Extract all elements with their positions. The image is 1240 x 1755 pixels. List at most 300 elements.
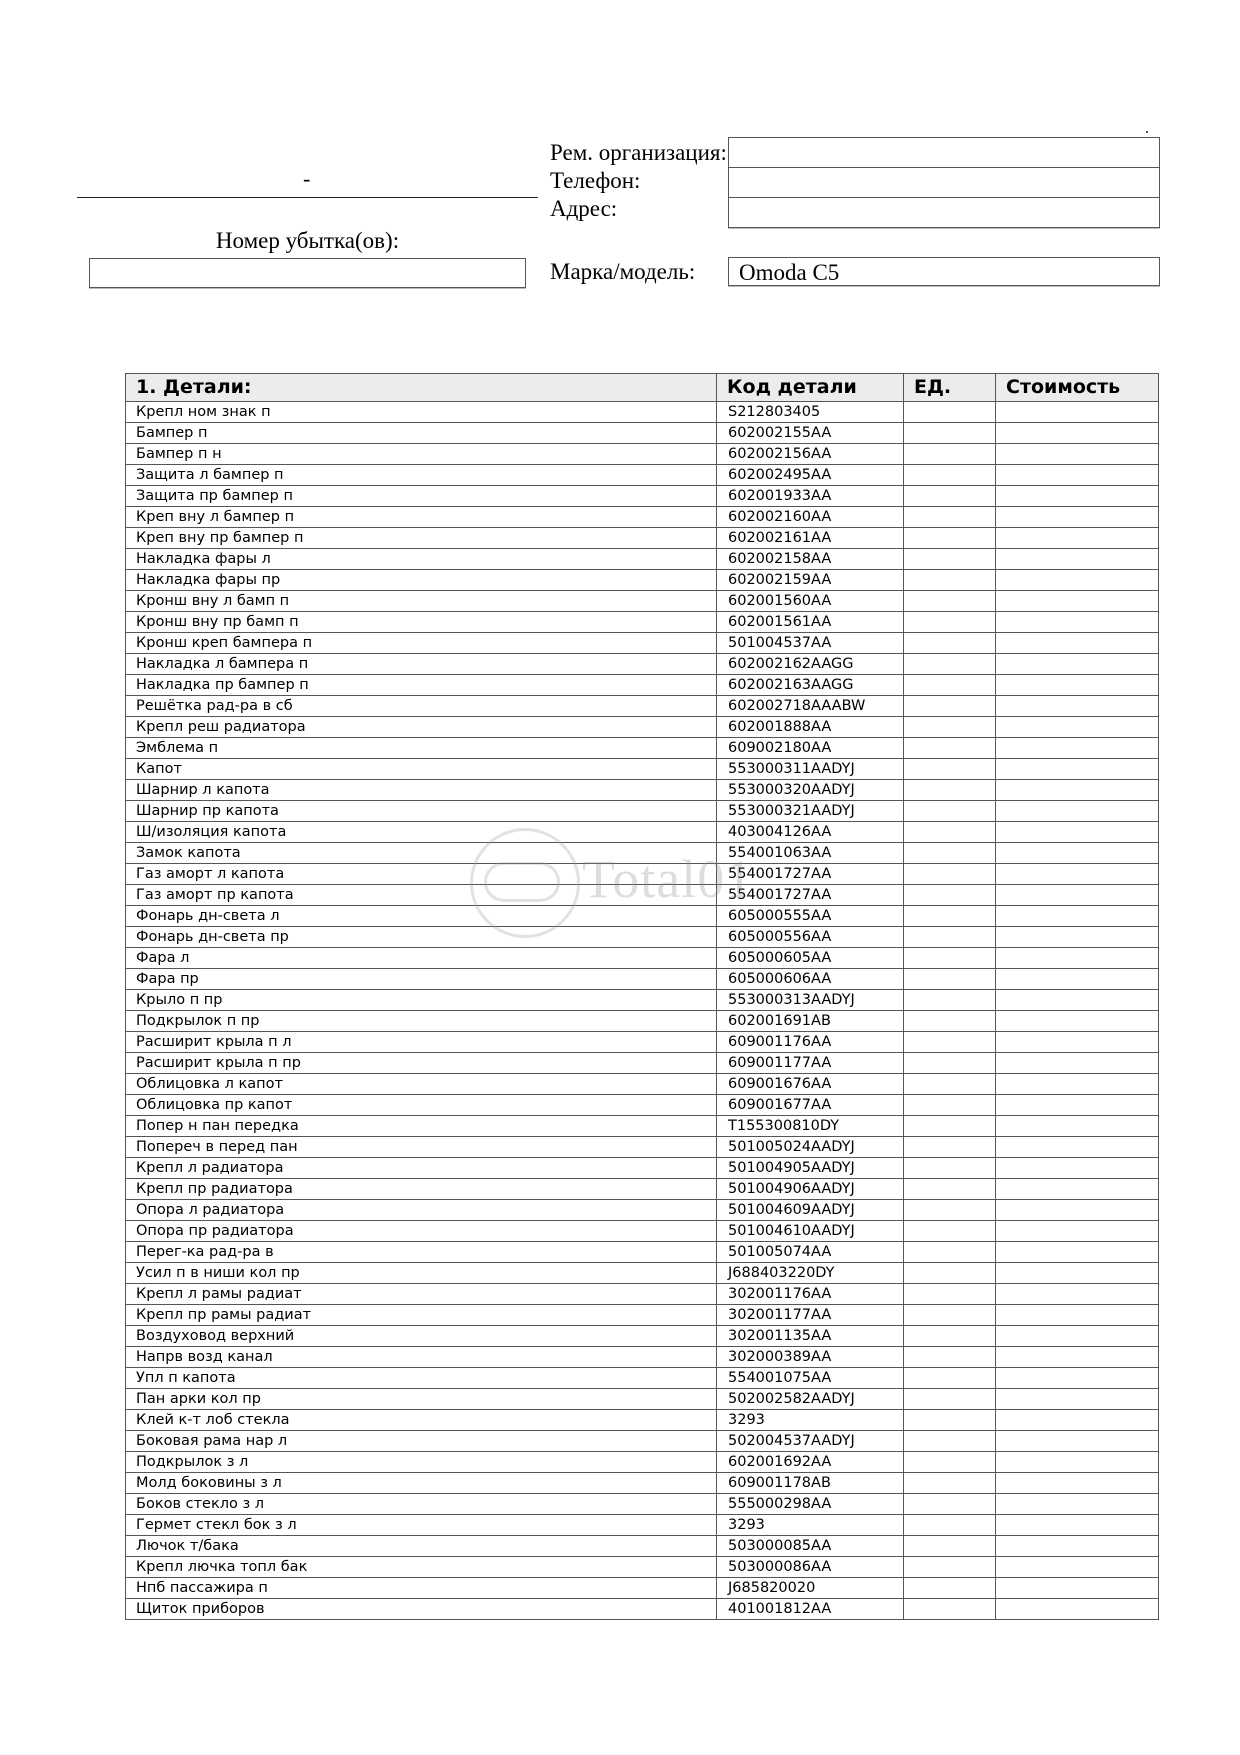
unit-cell[interactable] — [904, 654, 996, 675]
part-code-cell: 602001560AA — [717, 591, 904, 612]
part-code-cell: 602002495AA — [717, 465, 904, 486]
table-row — [126, 465, 1159, 486]
part-name-cell: Напрв возд канал — [126, 1347, 717, 1368]
unit-cell[interactable] — [904, 1221, 996, 1242]
part-name-cell: Ш/изоляция капота — [126, 822, 717, 843]
part-code-cell: 502002582AADYJ — [717, 1389, 904, 1410]
table-row — [126, 843, 1159, 864]
part-code-cell: 602002160AA — [717, 507, 904, 528]
table-row — [126, 1473, 1159, 1494]
cost-cell[interactable] — [996, 1347, 1159, 1368]
part-name-cell: Расширит крыла п пр — [126, 1053, 717, 1074]
cost-cell[interactable] — [996, 822, 1159, 843]
part-name-cell: Решётка рад-ра в сб — [126, 696, 717, 717]
table-row — [126, 1221, 1159, 1242]
table-row — [126, 1200, 1159, 1221]
cost-cell[interactable] — [996, 1137, 1159, 1158]
table-row — [126, 1305, 1159, 1326]
cost-cell[interactable] — [996, 1116, 1159, 1137]
part-code-cell: 501005024AADYJ — [717, 1137, 904, 1158]
cost-cell[interactable] — [996, 1011, 1159, 1032]
table-row — [126, 549, 1159, 570]
table-row — [126, 1557, 1159, 1578]
table-row — [126, 1410, 1159, 1431]
part-code-cell: T155300810DY — [717, 1116, 904, 1137]
part-code-cell: 609001676AA — [717, 1074, 904, 1095]
part-name-cell: Капот — [126, 759, 717, 780]
unit-cell[interactable] — [904, 1410, 996, 1431]
unit-cell[interactable] — [904, 1347, 996, 1368]
unit-cell[interactable] — [904, 906, 996, 927]
part-name-cell: Крепл л радиатора — [126, 1158, 717, 1179]
table-row — [126, 1326, 1159, 1347]
table-row — [126, 612, 1159, 633]
unit-cell[interactable] — [904, 1326, 996, 1347]
part-code-cell: 553000320AADYJ — [717, 780, 904, 801]
unit-cell[interactable] — [904, 1473, 996, 1494]
part-name-cell: Пан арки кол пр — [126, 1389, 717, 1410]
table-row — [126, 780, 1159, 801]
cost-cell[interactable] — [996, 1431, 1159, 1452]
part-name-cell: Бампер п — [126, 423, 717, 444]
repair-org-fields — [728, 137, 1160, 228]
unit-cell[interactable] — [904, 444, 996, 465]
table-row — [126, 738, 1159, 759]
part-name-cell: Замок капота — [126, 843, 717, 864]
part-code-cell: 602002161AA — [717, 528, 904, 549]
part-code-cell: 605000605AA — [717, 948, 904, 969]
part-code-cell: 3293 — [717, 1515, 904, 1536]
part-name-cell: Шарнир л капота — [126, 780, 717, 801]
column-header-unit: ЕД. — [904, 374, 996, 402]
part-name-cell: Кронш вну л бамп п — [126, 591, 717, 612]
part-code-cell: 605000606AA — [717, 969, 904, 990]
part-name-cell: Гермет стекл бок з л — [126, 1515, 717, 1536]
cost-cell[interactable] — [996, 633, 1159, 654]
part-name-cell: Нпб пассажира п — [126, 1578, 717, 1599]
cost-cell[interactable] — [996, 717, 1159, 738]
part-name-cell: Фонарь дн-света пр — [126, 927, 717, 948]
part-name-cell: Накладка пр бампер п — [126, 675, 717, 696]
cost-cell[interactable] — [996, 1200, 1159, 1221]
cost-cell[interactable] — [996, 1494, 1159, 1515]
cost-cell[interactable] — [996, 444, 1159, 465]
part-code-cell: 602002159AA — [717, 570, 904, 591]
part-code-cell: 501004537AA — [717, 633, 904, 654]
cost-cell[interactable] — [996, 1221, 1159, 1242]
unit-cell[interactable] — [904, 1368, 996, 1389]
cost-cell[interactable] — [996, 1515, 1159, 1536]
unit-cell[interactable] — [904, 1095, 996, 1116]
unit-cell[interactable] — [904, 591, 996, 612]
part-code-cell: 602002158AA — [717, 549, 904, 570]
table-row — [126, 1347, 1159, 1368]
address-field[interactable] — [729, 197, 1159, 227]
table-row — [126, 1116, 1159, 1137]
unit-cell[interactable] — [904, 1011, 996, 1032]
table-header-row — [126, 374, 1159, 402]
cost-cell[interactable] — [996, 654, 1159, 675]
part-name-cell: Шарнир пр капота — [126, 801, 717, 822]
table-row — [126, 1032, 1159, 1053]
part-name-cell: Расширит крыла п л — [126, 1032, 717, 1053]
table-row — [126, 1452, 1159, 1473]
cost-cell[interactable] — [996, 570, 1159, 591]
part-name-cell: Боков стекло з л — [126, 1494, 717, 1515]
cost-cell[interactable] — [996, 843, 1159, 864]
part-name-cell: Подкрылок з л — [126, 1452, 717, 1473]
cost-cell[interactable] — [996, 801, 1159, 822]
part-code-cell: 501004610AADYJ — [717, 1221, 904, 1242]
column-header-parts: 1. Детали: — [126, 374, 717, 402]
part-name-cell: Крепл л рамы радиат — [126, 1284, 717, 1305]
cost-cell[interactable] — [996, 738, 1159, 759]
table-row — [126, 423, 1159, 444]
part-name-cell: Кронш вну пр бамп п — [126, 612, 717, 633]
part-name-cell: Фара пр — [126, 969, 717, 990]
cost-cell[interactable] — [996, 1095, 1159, 1116]
unit-cell[interactable] — [904, 969, 996, 990]
unit-cell[interactable] — [904, 1284, 996, 1305]
cost-cell[interactable] — [996, 1368, 1159, 1389]
unit-cell[interactable] — [904, 927, 996, 948]
cost-cell[interactable] — [996, 675, 1159, 696]
table-row — [126, 822, 1159, 843]
unit-cell[interactable] — [904, 696, 996, 717]
unit-cell[interactable] — [904, 1515, 996, 1536]
table-row — [126, 1074, 1159, 1095]
cost-cell[interactable] — [996, 1284, 1159, 1305]
part-code-cell: 501004609AADYJ — [717, 1200, 904, 1221]
part-code-cell: 602002155AA — [717, 423, 904, 444]
cost-cell[interactable] — [996, 507, 1159, 528]
cost-cell[interactable] — [996, 423, 1159, 444]
unit-cell[interactable] — [904, 465, 996, 486]
claim-number-label: Номер убытка(ов): — [215, 228, 400, 253]
part-code-cell: 554001727AA — [717, 885, 904, 906]
unit-cell[interactable] — [904, 1389, 996, 1410]
unit-cell[interactable] — [904, 843, 996, 864]
part-code-cell: 501004906AADYJ — [717, 1179, 904, 1200]
part-code-cell: 555000298AA — [717, 1494, 904, 1515]
part-code-cell: 602001888AA — [717, 717, 904, 738]
part-name-cell: Фонарь дн-света л — [126, 906, 717, 927]
part-code-cell: 602001933AA — [717, 486, 904, 507]
part-name-cell: Воздуховод верхний — [126, 1326, 717, 1347]
unit-cell[interactable] — [904, 738, 996, 759]
make-model-label: Марка/модель: — [550, 259, 696, 284]
stray-dot — [1146, 131, 1148, 133]
table-row — [126, 1389, 1159, 1410]
table-row — [126, 1536, 1159, 1557]
cost-cell[interactable] — [996, 759, 1159, 780]
cost-cell[interactable] — [996, 591, 1159, 612]
part-code-cell: 554001063AA — [717, 843, 904, 864]
cost-cell[interactable] — [996, 864, 1159, 885]
cost-cell[interactable] — [996, 885, 1159, 906]
unit-cell[interactable] — [904, 717, 996, 738]
unit-cell[interactable] — [904, 801, 996, 822]
part-code-cell: 609001178AB — [717, 1473, 904, 1494]
part-code-cell: 602002718AAABW — [717, 696, 904, 717]
cost-cell[interactable] — [996, 549, 1159, 570]
part-code-cell: 554001727AA — [717, 864, 904, 885]
make-model-field[interactable]: Omoda C5 — [728, 257, 1160, 286]
cost-cell[interactable] — [996, 1389, 1159, 1410]
unit-cell[interactable] — [904, 423, 996, 444]
part-name-cell: Крепл реш радиатора — [126, 717, 717, 738]
table-row — [126, 969, 1159, 990]
table-row — [126, 927, 1159, 948]
table-row — [126, 1599, 1159, 1620]
table-row — [126, 1263, 1159, 1284]
part-name-cell: Газ аморт пр капота — [126, 885, 717, 906]
part-name-cell: Накладка л бампера п — [126, 654, 717, 675]
unit-cell[interactable] — [904, 1494, 996, 1515]
table-row — [126, 990, 1159, 1011]
unit-cell[interactable] — [904, 1452, 996, 1473]
cost-cell[interactable] — [996, 1473, 1159, 1494]
table-row — [126, 633, 1159, 654]
table-row — [126, 1578, 1159, 1599]
part-name-cell: Эмблема п — [126, 738, 717, 759]
table-row — [126, 1095, 1159, 1116]
cost-cell[interactable] — [996, 486, 1159, 507]
cost-cell[interactable] — [996, 1557, 1159, 1578]
column-header-cost: Стоимость — [996, 374, 1159, 402]
claim-number-field[interactable] — [89, 258, 526, 288]
table-row — [126, 1494, 1159, 1515]
table-row — [126, 528, 1159, 549]
part-name-cell: Креп вну пр бампер п — [126, 528, 717, 549]
part-code-cell: 609001176AA — [717, 1032, 904, 1053]
unit-cell[interactable] — [904, 507, 996, 528]
part-code-cell: 554001075AA — [717, 1368, 904, 1389]
cost-cell[interactable] — [996, 1074, 1159, 1095]
unit-cell[interactable] — [904, 759, 996, 780]
part-code-cell: 602001691AB — [717, 1011, 904, 1032]
table-row — [126, 675, 1159, 696]
part-code-cell: 302001177AA — [717, 1305, 904, 1326]
part-name-cell: Подкрылок п пр — [126, 1011, 717, 1032]
cost-cell[interactable] — [996, 1032, 1159, 1053]
part-name-cell: Крепл пр рамы радиат — [126, 1305, 717, 1326]
unit-cell[interactable] — [904, 1179, 996, 1200]
part-name-cell: Накладка фары пр — [126, 570, 717, 591]
cost-cell[interactable] — [996, 1053, 1159, 1074]
part-name-cell: Опора л радиатора — [126, 1200, 717, 1221]
table-row — [126, 1137, 1159, 1158]
table-row — [126, 591, 1159, 612]
table-row — [126, 864, 1159, 885]
part-code-cell: 501005074AA — [717, 1242, 904, 1263]
signature-line — [77, 197, 538, 198]
unit-cell[interactable] — [904, 1137, 996, 1158]
part-code-cell: 609001177AA — [717, 1053, 904, 1074]
cost-cell[interactable] — [996, 948, 1159, 969]
watermark-text: Total01 — [582, 849, 754, 909]
cost-cell[interactable] — [996, 990, 1159, 1011]
unit-cell[interactable] — [904, 1305, 996, 1326]
cost-cell[interactable] — [996, 696, 1159, 717]
part-name-cell: Попер н пан передка — [126, 1116, 717, 1137]
cost-cell[interactable] — [996, 612, 1159, 633]
part-name-cell: Усил п в ниши кол пр — [126, 1263, 717, 1284]
table-row — [126, 696, 1159, 717]
part-code-cell: J685820020 — [717, 1578, 904, 1599]
part-name-cell: Облицовка л капот — [126, 1074, 717, 1095]
part-name-cell: Боковая рама нар л — [126, 1431, 717, 1452]
table-row — [126, 759, 1159, 780]
table-row — [126, 1284, 1159, 1305]
part-name-cell: Крепл ном знак п — [126, 402, 717, 423]
part-code-cell: 609001677AA — [717, 1095, 904, 1116]
part-name-cell: Газ аморт л капота — [126, 864, 717, 885]
cost-cell[interactable] — [996, 402, 1159, 423]
part-code-cell: 602001692AA — [717, 1452, 904, 1473]
table-row — [126, 1179, 1159, 1200]
cost-cell[interactable] — [996, 1452, 1159, 1473]
part-name-cell: Бампер п н — [126, 444, 717, 465]
cost-cell[interactable] — [996, 927, 1159, 948]
cost-cell[interactable] — [996, 1263, 1159, 1284]
table-row — [126, 1158, 1159, 1179]
part-name-cell: Облицовка пр капот — [126, 1095, 717, 1116]
column-header-part-code: Код детали — [717, 374, 904, 402]
part-code-cell: 602002163AAGG — [717, 675, 904, 696]
unit-cell[interactable] — [904, 1536, 996, 1557]
table-row — [126, 1053, 1159, 1074]
part-code-cell: 502004537AADYJ — [717, 1431, 904, 1452]
cost-cell[interactable] — [996, 1179, 1159, 1200]
cost-cell[interactable] — [996, 1536, 1159, 1557]
part-name-cell: Опора пр радиатора — [126, 1221, 717, 1242]
part-name-cell: Накладка фары л — [126, 549, 717, 570]
repair-org-field[interactable] — [729, 138, 1159, 167]
part-code-cell: 302001135AA — [717, 1326, 904, 1347]
table-row — [126, 402, 1159, 423]
table-row — [126, 1431, 1159, 1452]
part-code-cell: 553000311AADYJ — [717, 759, 904, 780]
part-code-cell: 602002156AA — [717, 444, 904, 465]
unit-cell[interactable] — [904, 675, 996, 696]
unit-cell[interactable] — [904, 1200, 996, 1221]
unit-cell[interactable] — [904, 1116, 996, 1137]
cost-cell[interactable] — [996, 1158, 1159, 1179]
unit-cell[interactable] — [904, 633, 996, 654]
unit-cell[interactable] — [904, 528, 996, 549]
unit-cell[interactable] — [904, 1074, 996, 1095]
table-row — [126, 1368, 1159, 1389]
cost-cell[interactable] — [996, 1578, 1159, 1599]
part-code-cell: 401001812AA — [717, 1599, 904, 1620]
parts-table — [125, 373, 1159, 1620]
unit-cell[interactable] — [904, 780, 996, 801]
phone-label: Телефон: — [550, 168, 641, 193]
part-code-cell: 553000313AADYJ — [717, 990, 904, 1011]
part-name-cell: Защита л бампер п — [126, 465, 717, 486]
unit-cell[interactable] — [904, 1431, 996, 1452]
table-row — [126, 1242, 1159, 1263]
unit-cell[interactable] — [904, 1599, 996, 1620]
unit-cell[interactable] — [904, 402, 996, 423]
cost-cell[interactable] — [996, 780, 1159, 801]
part-name-cell: Клей к-т лоб стекла — [126, 1410, 717, 1431]
unit-cell[interactable] — [904, 1263, 996, 1284]
part-code-cell: 403004126AA — [717, 822, 904, 843]
cost-cell[interactable] — [996, 465, 1159, 486]
part-code-cell: 503000086AA — [717, 1557, 904, 1578]
signature-dash: - — [303, 166, 311, 191]
part-name-cell: Кронш креп бампера п — [126, 633, 717, 654]
unit-cell[interactable] — [904, 990, 996, 1011]
unit-cell[interactable] — [904, 1557, 996, 1578]
table-row — [126, 654, 1159, 675]
unit-cell[interactable] — [904, 1242, 996, 1263]
cost-cell[interactable] — [996, 1326, 1159, 1347]
part-name-cell: Перег-ка рад-ра в — [126, 1242, 717, 1263]
phone-field[interactable] — [729, 167, 1159, 197]
unit-cell[interactable] — [904, 1158, 996, 1179]
cost-cell[interactable] — [996, 969, 1159, 990]
part-code-cell: 3293 — [717, 1410, 904, 1431]
part-name-cell: Упл п капота — [126, 1368, 717, 1389]
unit-cell[interactable] — [904, 885, 996, 906]
unit-cell[interactable] — [904, 1053, 996, 1074]
table-row — [126, 486, 1159, 507]
part-code-cell: 501004905AADYJ — [717, 1158, 904, 1179]
unit-cell[interactable] — [904, 1032, 996, 1053]
unit-cell[interactable] — [904, 549, 996, 570]
repair-org-label: Рем. организация: — [550, 140, 727, 165]
table-row — [126, 801, 1159, 822]
cost-cell[interactable] — [996, 528, 1159, 549]
parts-table-body — [126, 402, 1159, 1620]
part-code-cell: 602002162AAGG — [717, 654, 904, 675]
table-row — [126, 570, 1159, 591]
table-row — [126, 1011, 1159, 1032]
unit-cell[interactable] — [904, 948, 996, 969]
table-row — [126, 906, 1159, 927]
unit-cell[interactable] — [904, 822, 996, 843]
part-name-cell: Защита пр бампер п — [126, 486, 717, 507]
cost-cell[interactable] — [996, 1242, 1159, 1263]
table-row — [126, 717, 1159, 738]
table-row — [126, 507, 1159, 528]
part-name-cell: Щиток приборов — [126, 1599, 717, 1620]
cost-cell[interactable] — [996, 1599, 1159, 1620]
table-row — [126, 885, 1159, 906]
part-name-cell: Молд боковины з л — [126, 1473, 717, 1494]
part-name-cell: Крыло п пр — [126, 990, 717, 1011]
part-name-cell: Фара л — [126, 948, 717, 969]
unit-cell[interactable] — [904, 1578, 996, 1599]
unit-cell[interactable] — [904, 612, 996, 633]
part-code-cell: 302000389AA — [717, 1347, 904, 1368]
cost-cell[interactable] — [996, 1410, 1159, 1431]
part-code-cell: 602001561AA — [717, 612, 904, 633]
cost-cell[interactable] — [996, 906, 1159, 927]
unit-cell[interactable] — [904, 864, 996, 885]
table-row — [126, 948, 1159, 969]
part-code-cell: S212803405 — [717, 402, 904, 423]
part-code-cell: 553000321AADYJ — [717, 801, 904, 822]
cost-cell[interactable] — [996, 1305, 1159, 1326]
part-code-cell: 503000085AA — [717, 1536, 904, 1557]
unit-cell[interactable] — [904, 486, 996, 507]
part-name-cell: Крепл лючка топл бак — [126, 1557, 717, 1578]
unit-cell[interactable] — [904, 570, 996, 591]
